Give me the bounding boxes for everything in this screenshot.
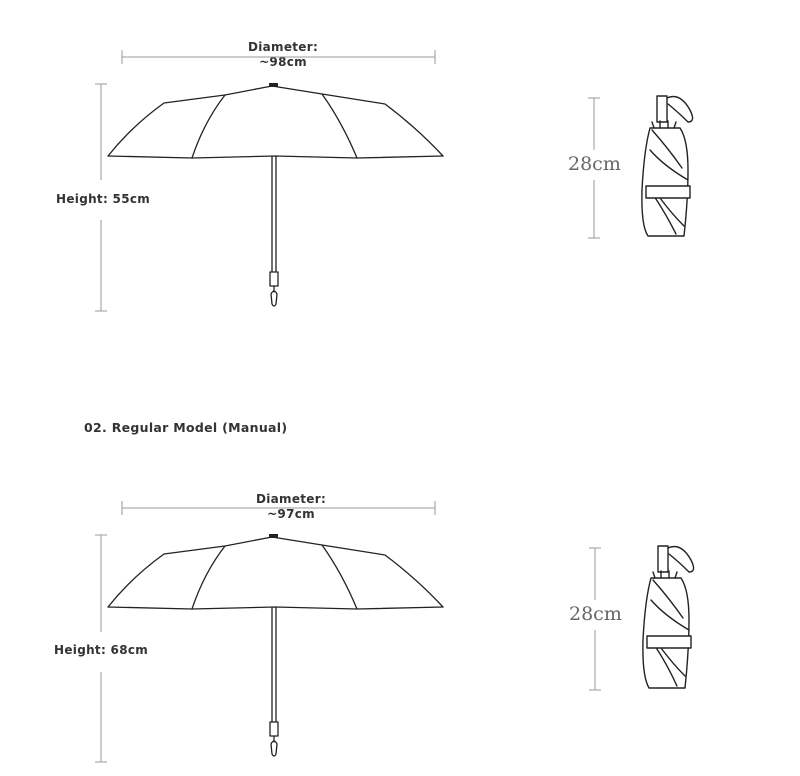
- height-dimension-line-1: [95, 84, 107, 311]
- open-umbrella-illustration-2: [108, 534, 443, 756]
- diameter-caption: Diameter:: [247, 40, 319, 54]
- height-label-1: Height: 55cm: [56, 192, 151, 206]
- folded-length-label-1: 28cm: [568, 153, 621, 175]
- folded-dimension-line-1: [588, 98, 600, 238]
- diameter-caption: Diameter:: [255, 492, 327, 506]
- folded-dimension-line-2: [589, 548, 601, 690]
- diameter-dimension-line-2: [122, 501, 435, 515]
- folded-length-label-2: 28cm: [569, 603, 622, 625]
- section-title-regular-model: 02. Regular Model (Manual): [84, 420, 288, 435]
- folded-umbrella-illustration-2: [643, 546, 694, 688]
- folded-umbrella-illustration-1: [642, 96, 693, 236]
- height-label-2: Height: 68cm: [54, 643, 149, 657]
- diameter-value: ~97cm: [267, 507, 315, 521]
- height-dimension-line-2: [95, 535, 107, 762]
- diameter-dimension-line-1: [122, 50, 435, 64]
- diameter-value: ~98cm: [259, 55, 307, 69]
- open-umbrella-illustration-1: [108, 83, 443, 306]
